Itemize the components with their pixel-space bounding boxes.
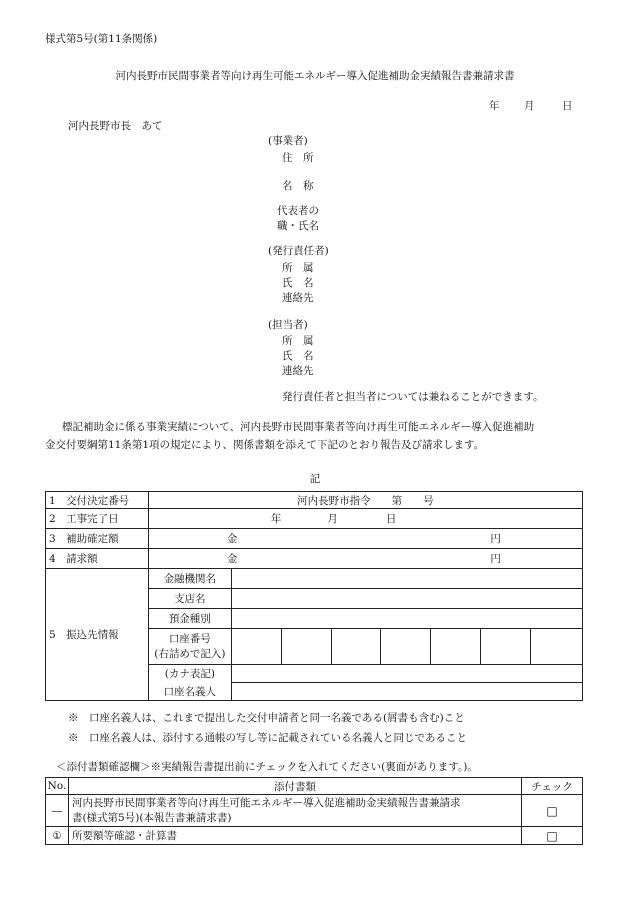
note-item: ※ 口座名義人は、添付する通帳の写し等に記載されている名義人と同じであること [68, 732, 467, 744]
bank-name-label: 金融機関名 [148, 569, 231, 589]
completion-year: 年 [270, 513, 282, 525]
col-no-header: No. [46, 778, 69, 795]
account-digit-6[interactable] [481, 629, 531, 665]
decision-number-field[interactable]: 河内長野市指令 第 号 [148, 492, 582, 509]
attachment-document-line2: 書(様式第5号)(本報告書兼請求書) [71, 811, 232, 824]
attachment-document-line1: 河内長野市民間事業者等向け再生可能エネルギー導入促進補助金実績報告書兼請求 [71, 796, 461, 809]
confirmed-amount-field[interactable] [148, 529, 582, 549]
claim-amount-yen: 円 [490, 553, 501, 565]
staff-affiliation-label: 所 属 [282, 335, 314, 347]
col-document-header: 添付書類 [68, 778, 521, 795]
attachment-heading: ＜添付書類確認欄＞※実績報告書提出前にチェックを入れてください(裏面があります。)。 [56, 761, 478, 773]
attachment-no: ― [46, 795, 69, 827]
representative-label: 代表者の [277, 205, 319, 217]
date-year: 年 [489, 100, 500, 112]
staff-contact-label: 連絡先 [282, 365, 314, 377]
attachment-checkbox[interactable]: □ [522, 795, 583, 827]
issuer-affiliation-label: 所 属 [282, 262, 314, 274]
date-day: 日 [562, 100, 573, 112]
table-row [46, 492, 583, 509]
staff-name-label: 氏 名 [282, 350, 314, 362]
attachment-document: 所要額等確認・計算書 [68, 827, 521, 845]
deposit-type-field[interactable] [231, 609, 582, 629]
bank-name-field[interactable] [231, 569, 582, 589]
account-digit-2[interactable] [281, 629, 331, 665]
account-digit-7[interactable] [531, 629, 583, 665]
completion-date-field[interactable] [148, 509, 582, 529]
combined-note: 発行責任者と担当者については兼ねることができます。 [282, 391, 544, 403]
applicant-name-label: 名 称 [282, 180, 314, 192]
account-holder-field[interactable] [231, 683, 582, 701]
body-text-line1: 標記補助金に係る事業実績について、河内長野市民間事業者等向け再生可能エネルギー導入促進補助 [62, 421, 535, 433]
table-row [46, 778, 583, 795]
completion-day: 日 [385, 513, 397, 525]
account-digit-3[interactable] [331, 629, 381, 665]
completion-date-label: 2 工事完了日 [46, 509, 149, 529]
page-title: 河内長野市民間事業者等向け再生可能エネルギー導入促進補助金実績報告書兼請求書 [115, 70, 515, 82]
col-check-header: チェック [522, 778, 583, 795]
table-row [46, 827, 583, 845]
account-number-label [148, 629, 231, 665]
issuer-section: (発行責任者) [268, 245, 329, 257]
table-row [46, 509, 583, 529]
account-holder-kana-field[interactable] [231, 665, 582, 683]
kana-label: (カナ表記) [148, 665, 231, 683]
note-item: ※ 口座名義人は、これまで提出した交付申請者と同一名義である(屑書も含む)こと [68, 712, 465, 724]
account-number-label-line2: (右詰めで記入) [154, 647, 226, 660]
claim-amount-kin: 金 [226, 553, 238, 565]
addressee: 河内長野市長 あて [68, 120, 163, 132]
claim-amount-label: 4 請求額 [46, 549, 149, 569]
attachment-document [68, 795, 521, 827]
form-label: 様式第5号(第11条関係) [45, 33, 158, 45]
report-table [45, 491, 583, 701]
account-digit-1[interactable] [231, 629, 281, 665]
branch-name-label: 支店名 [148, 589, 231, 609]
table-row [46, 795, 583, 827]
claim-amount-field[interactable] [148, 549, 582, 569]
table-row [46, 569, 583, 589]
account-holder-label: 口座名義人 [148, 683, 231, 701]
decision-number-label: 1 交付決定番号 [46, 492, 149, 509]
table-row [46, 549, 583, 569]
confirmed-amount-yen: 円 [490, 533, 501, 545]
branch-name-field[interactable] [231, 589, 582, 609]
account-digit-5[interactable] [431, 629, 481, 665]
ki-heading: 記 [309, 473, 321, 485]
attachment-checkbox[interactable]: □ [522, 827, 583, 845]
deposit-type-label: 預金種別 [148, 609, 231, 629]
issuer-name-label: 氏 名 [282, 277, 314, 289]
account-digit-4[interactable] [381, 629, 431, 665]
table-row [46, 529, 583, 549]
confirmed-amount-kin: 金 [226, 533, 238, 545]
representative-title-label: 職・氏名 [277, 220, 319, 232]
applicant-address-label: 住 所 [282, 152, 314, 164]
account-number-label-line1: 口座番号 [168, 632, 211, 645]
date-month: 月 [524, 100, 535, 112]
body-text-line2: 金交付要綱第11条第1項の規定により、関係書類を添えて下記のとおり報告及び請求します。 [45, 439, 485, 451]
staff-section: (担当者) [268, 319, 308, 331]
confirmed-amount-label: 3 補助確定額 [46, 529, 149, 549]
completion-month: 月 [327, 513, 338, 525]
transfer-info-label: 5 振込先情報 [46, 569, 149, 701]
applicant-section: (事業者) [268, 135, 308, 147]
issuer-contact-label: 連絡先 [282, 292, 314, 304]
attachment-no: ① [46, 827, 69, 845]
attachment-table [45, 777, 583, 845]
